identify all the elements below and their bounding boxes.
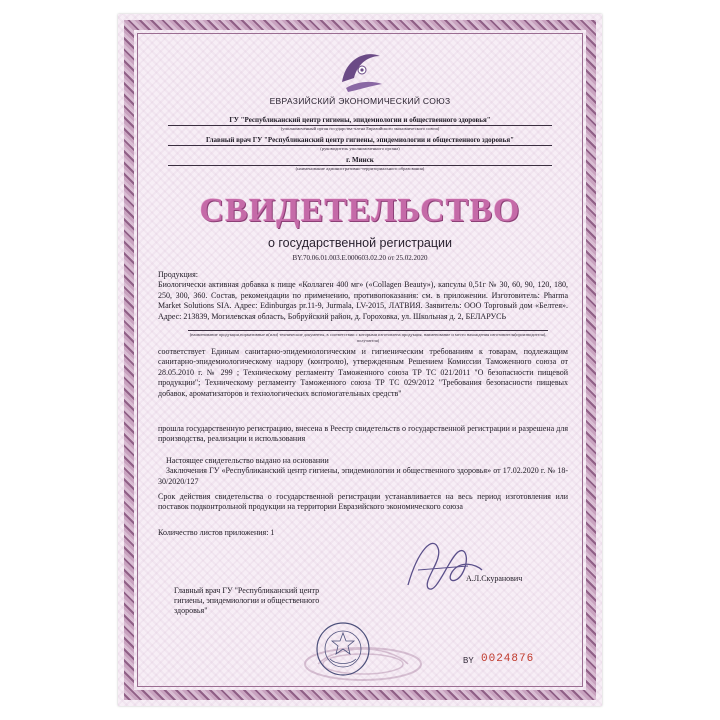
product-section bbox=[158, 270, 568, 322]
serial-prefix: BY bbox=[463, 656, 474, 665]
eaeu-emblem-icon bbox=[336, 48, 386, 94]
product-description: Биологически активная добавка к пище «Коллаген 400 мг» («Collagen Beauty»), капсулы 0,51г № 30, 60, 90, 120, 180, 250, 300, 360. Состав, рекомендации по применению, противопоказания: см. в приложении. Изготовитель: Pharma Market Solutions SIA. Адрес: Edinburgas pr.11-9, Jurmala, LV-2015, ЛАТВИЯ. Заявитель: ООО Торговый дом «Белтея». Адрес: 213839, Могилевская область, Бобруйский район, д. Гороховка, ул. Школьная д. 2, БЕЛАРУСЬ bbox=[158, 280, 568, 321]
city-caption: (наименование административно-территориального образования) bbox=[295, 166, 425, 171]
compliance-text: соответствует Единым санитарно-эпидемиологическим и гигиеническим требованиям к товарам, подлежащим санитарно-эпидемиологическому надзору (контролю), утвержденным Решением Комиссии Таможенного союза от 28.05.2010 г. № 299 ; Техническому регламенту Таможенного союза ТР ТС 021/2011 "О безопасности пищевой продукции"; Техническому регламенту Таможенного союза ТР ТС 029/2012 "Требования безопасности пищевых добавок, ароматизаторов и технологических вспомогательных средств" bbox=[158, 347, 568, 398]
authority-name: ГУ "Республиканский центр гигиены, эпидемиологии и общественного здоровья" bbox=[168, 116, 552, 126]
certificate-document bbox=[118, 14, 602, 706]
signatory-name: А.Л.Скуранович bbox=[466, 574, 523, 583]
serial-number: 0024876 bbox=[481, 653, 535, 665]
basis-intro: Настоящее свидетельство выдано на основании bbox=[166, 456, 329, 465]
certificate-subtitle: о государственной регистрации bbox=[267, 236, 453, 250]
belarus-state-seal-icon bbox=[308, 619, 378, 679]
product-label: Продукция: bbox=[158, 270, 198, 279]
certificate-content bbox=[148, 44, 572, 674]
registration-text: прошла государственную регистрацию, внесена в Реестр свидетельств о государственной регистрации и разрешена для производства, реализации и использования bbox=[158, 424, 568, 444]
certificate-title: СВИДЕТЕЛЬСТВО bbox=[199, 192, 521, 229]
city-name: г. Минск bbox=[168, 156, 552, 166]
official-caption: (руководитель уполномоченного органа) bbox=[320, 146, 400, 151]
basis-section bbox=[158, 456, 568, 487]
registration-number: BY.70.06.01.003.E.000603.02.20 от 25.02.2020 bbox=[292, 254, 428, 262]
authority-caption: (уполномоченный орган государства-члена Евразийского экономического союза) bbox=[280, 126, 440, 131]
signatory-title: Главный врач ГУ "Республиканский центр гигиены, эпидемиологии и общественного здоровья" bbox=[174, 586, 320, 615]
product-caption: (наименование продукции,нормативные и(или) технические документы, в соответствии с которыми изготовлена продукция, наименование и место нахождения изготовителя(производителя), получателя) bbox=[189, 332, 547, 343]
official-title: Главный врач ГУ "Республиканский центр гигиены, эпидемиологии и общественного здоровья" bbox=[168, 136, 552, 146]
validity-text: Срок действия свидетельства о государственной регистрации устанавливается на весь период изготовления или поставок подконтрольной продукции на территории Евразийского экономического союза bbox=[158, 492, 568, 512]
sheets-count: Количество листов приложения: 1 bbox=[158, 528, 275, 537]
signature-icon bbox=[388, 530, 488, 600]
union-name: ЕВРАЗИЙСКИЙ ЭКОНОМИЧЕСКИЙ СОЮЗ bbox=[269, 96, 451, 106]
basis-conclusion: Заключения ГУ «Республиканский центр гигиены, эпидемиологии и общественного здоровья» от 17.02.2020 г. № 18-30/2020/127 bbox=[158, 466, 568, 486]
